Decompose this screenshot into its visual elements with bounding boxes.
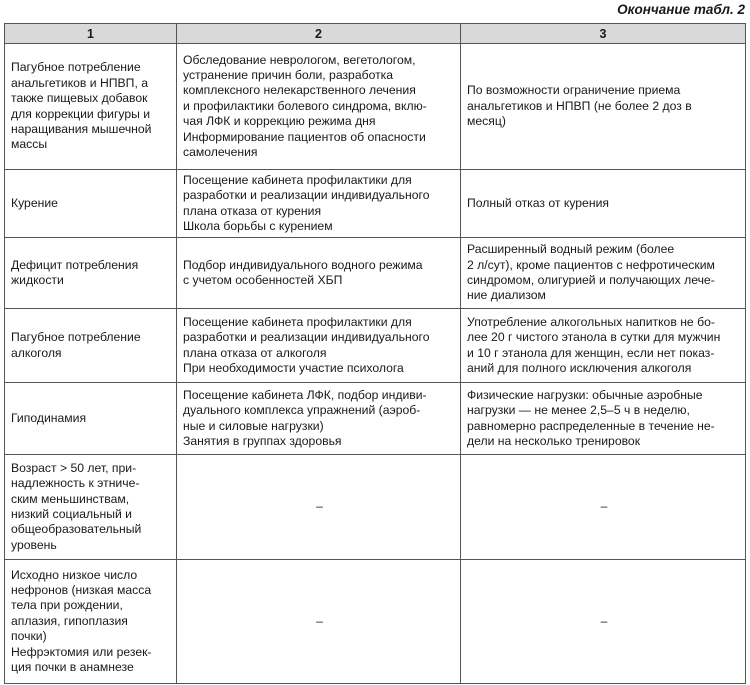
- table-row: [5, 44, 746, 170]
- risk-factor-cell: Исходно низкое число нефронов (низкая масса тела при рождении, аплазия, гипоплазия почки) Нефрэктомия или резек- ция почки в анамнезе: [5, 560, 177, 684]
- measures-cell: –: [177, 560, 461, 684]
- targets-cell: Полный отказ от курения: [461, 170, 746, 238]
- targets-cell: Физические нагрузки: обычные аэробные нагрузки — не менее 2,5–5 ч в неделю, равномерно распределенные в течение не- дели на несколько тренировок: [461, 383, 746, 455]
- table-row: [5, 455, 746, 560]
- measures-cell: –: [177, 455, 461, 560]
- risk-factor-cell: Пагубное потребление анальгетиков и НПВП, а также пищевых добавок для коррекции фигуры и наращивания мышечной массы: [5, 44, 177, 170]
- targets-cell: По возможности ограничение приема анальгетиков и НПВП (не более 2 доз в месяц): [461, 44, 746, 170]
- risk-factor-cell: Гиподинамия: [5, 383, 177, 455]
- measures-cell: Обследование неврологом, вегетологом, устранение причин боли, разработка комплексного нелекарственного лечения и профилактики болевого синдрома, вклю- чая ЛФК и коррекцию режима дня Информирование пациентов об опасности самолечения: [177, 44, 461, 170]
- measures-cell: Посещение кабинета профилактики для разработки и реализации индивидуального плана отказа от курения Школа борьбы с курением: [177, 170, 461, 238]
- risk-factors-table: [4, 23, 746, 684]
- risk-factor-cell: Пагубное потребление алкоголя: [5, 309, 177, 383]
- table-row: [5, 560, 746, 684]
- risk-factor-cell: Курение: [5, 170, 177, 238]
- measures-cell: Посещение кабинета ЛФК, подбор индиви- дуального комплекса упражнений (аэроб- ные и силовые нагрузки) Занятия в группах здоровья: [177, 383, 461, 455]
- targets-cell: Расширенный водный режим (более 2 л/сут), кроме пациентов с нефротическим синдромом, олигурией и получающих лече- ние диализом: [461, 238, 746, 309]
- risk-factor-cell: Возраст > 50 лет, при- надлежность к этниче- ским меньшинствам, низкий социальный и общеобразовательный уровень: [5, 455, 177, 560]
- table-row: [5, 238, 746, 309]
- targets-cell: –: [461, 560, 746, 684]
- table-row: [5, 309, 746, 383]
- table-row: [5, 383, 746, 455]
- table-caption: Окончание табл. 2: [617, 2, 745, 17]
- column-header-1: 1: [5, 24, 177, 44]
- targets-cell: Употребление алкогольных напитков не бо- лее 20 г чистого этанола в сутки для мужчин и 10 г этанола для женщин, если нет показ- аний для полного исключения алкоголя: [461, 309, 746, 383]
- column-header-2: 2: [177, 24, 461, 44]
- column-header-3: 3: [461, 24, 746, 44]
- table-row: [5, 170, 746, 238]
- measures-cell: Подбор индивидуального водного режима с учетом особенностей ХБП: [177, 238, 461, 309]
- targets-cell: –: [461, 455, 746, 560]
- measures-cell: Посещение кабинета профилактики для разработки и реализации индивидуального плана отказа от алкоголя При необходимости участие психолога: [177, 309, 461, 383]
- risk-factor-cell: Дефицит потребления жидкости: [5, 238, 177, 309]
- header-row: [5, 24, 746, 44]
